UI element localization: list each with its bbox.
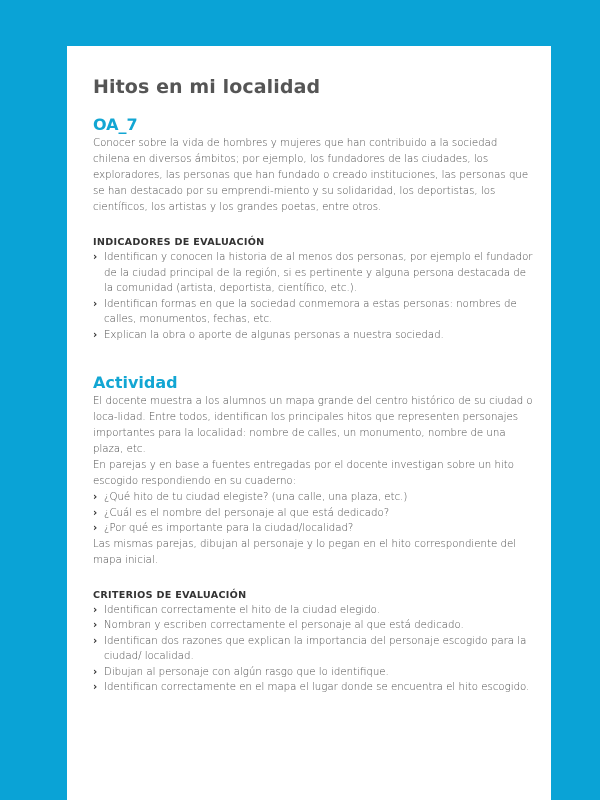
indicators-heading: INDICADORES DE EVALUACIÓN	[93, 237, 265, 248]
criteria-list	[93, 603, 535, 696]
chevron-right-icon: ›	[93, 298, 98, 310]
objective-code: OA_7	[93, 115, 138, 134]
list-item: › Explican la obra o aporte de algunas personas a nuestra sociedad.	[93, 328, 535, 344]
indicators-list	[93, 250, 535, 343]
chevron-right-icon: ›	[93, 252, 98, 263]
page-title: Hitos en mi localidad	[93, 76, 321, 98]
list-item: › Identifican correctamente el hito de la ciudad elegido.	[93, 603, 535, 619]
objective-text: Conocer sobre la vida de hombres y mujeres que han contribuido a la sociedad chilena en diversos ámbitos; por ejemplo, los fundadores de las ciudades, los exploradores, las personas que han fundado o creado instituciones, las personas que se han destacado por su emprendi-miento y su solidaridad, los deportistas, los científicos, los artistas y los grandes poetas, entre otros.	[93, 138, 529, 213]
chevron-right-icon: ›	[93, 492, 98, 503]
chevron-right-icon: ›	[93, 635, 98, 647]
list-item: › ¿Por qué es importante para la ciudad/localidad?	[93, 521, 535, 537]
activity-task: En parejas y en base a fuentes entregadas por el docente investigan sobre un hito escogido respondiendo en su cuaderno:	[93, 460, 514, 487]
list-item: › ¿Cuál es el nombre del personaje al que está dedicado?	[93, 506, 535, 522]
list-item: › Nombran y escriben correctamente el personaje al que está dedicado.	[93, 618, 535, 634]
chevron-right-icon: ›	[93, 604, 98, 616]
chevron-right-icon: ›	[93, 329, 98, 341]
activity-questions	[93, 490, 535, 537]
list-item: › ¿Qué hito de tu ciudad elegiste? (una calle, una plaza, etc.)	[93, 490, 535, 506]
activity-intro: El docente muestra a los alumnos un mapa grande del centro histórico de su ciudad o loca-lidad. Entre todos, identifican los principales hitos que representen personajes importantes para la localidad: nombre de calles, un monumento, nombre de una plaza, etc.	[93, 396, 533, 455]
list-item: › Identifican y conocen la historia de al menos dos personas, por ejemplo el fundador de la ciudad principal de la región, si es pertinente y alguna persona destacada de la comunidad (artista, deportista, científico, etc.).	[93, 252, 533, 294]
activity-closing: Las mismas parejas, dibujan al personaje y lo pegan en el hito correspondiente del mapa inicial.	[93, 538, 517, 566]
chevron-right-icon: ›	[93, 523, 98, 534]
criteria-heading: CRITERIOS DE EVALUACIÓN	[93, 589, 247, 601]
list-item: › Identifican dos razones que explican la importancia del personaje escogido para la ciudad/ localidad.	[93, 635, 527, 662]
page-content	[93, 76, 535, 696]
chevron-right-icon: ›	[93, 666, 98, 678]
chevron-right-icon: ›	[93, 507, 98, 519]
list-item: › Identifican formas en que la sociedad conmemora a estas personas: nombres de calles, monumentos, fechas, etc.	[93, 298, 517, 325]
list-item: › Dibujan al personaje con algún rasgo que lo identifique.	[93, 665, 535, 681]
list-item: › Identifican correctamente en el mapa el lugar donde se encuentra el hito escogido.	[93, 680, 535, 696]
chevron-right-icon: ›	[93, 620, 98, 631]
document-page	[67, 46, 551, 800]
activity-heading: Actividad	[93, 373, 178, 392]
chevron-right-icon: ›	[93, 682, 98, 693]
